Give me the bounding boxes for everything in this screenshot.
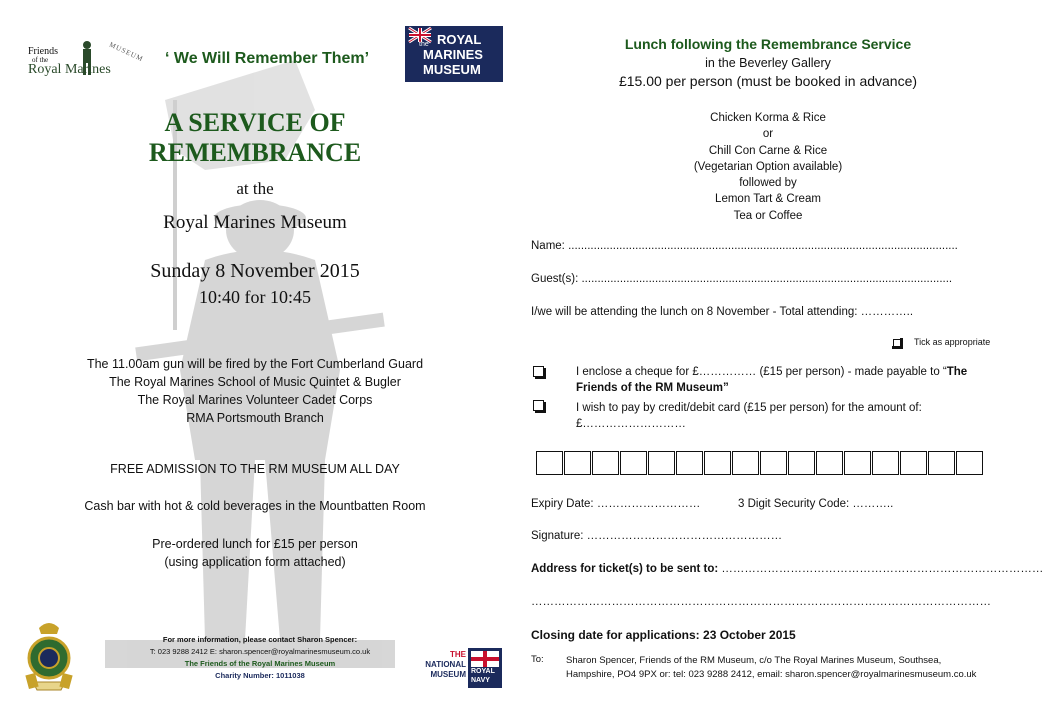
card-digit-box[interactable]	[956, 451, 983, 475]
card-digit-box[interactable]	[872, 451, 899, 475]
royal-marines-crest-icon	[25, 618, 73, 694]
lunch-info-line2: (using application form attached)	[164, 555, 346, 569]
card-digit-box[interactable]	[592, 451, 619, 475]
rm-logo-royal: ROYAL	[437, 32, 482, 47]
address-dots: …………………………………………………………………………	[721, 563, 1043, 575]
programme-list	[40, 355, 470, 427]
service-title-line2: REMEMBRANCE	[148, 138, 362, 167]
address-field[interactable]	[531, 563, 1043, 575]
service-date: Sunday 8 November 2015	[150, 260, 360, 282]
contact-line3: The Friends of the Royal Marines Museum	[184, 659, 336, 668]
menu-list	[512, 110, 1024, 224]
card-digit-box[interactable]	[760, 451, 787, 475]
cheque-payee: The	[946, 366, 968, 378]
national-museum-museum: MUSEUM	[430, 670, 466, 679]
address-field-line2[interactable]: …………………………………………………………………………………………………………	[531, 596, 991, 608]
card-digit-box[interactable]	[536, 451, 563, 475]
programme-item: RMA Portsmouth Branch	[186, 411, 324, 425]
menu-item: Tea or Coffee	[733, 209, 803, 222]
card-checkbox[interactable]	[533, 400, 544, 411]
cheque-checkbox[interactable]	[533, 366, 544, 377]
left-page	[0, 0, 512, 724]
service-time: 10:40 for 10:45	[199, 287, 311, 307]
card-digit-box[interactable]	[676, 451, 703, 475]
venue-text: Royal Marines Museum	[163, 212, 347, 233]
cash-bar-text: Cash bar with hot & cold beverages in the Mountbatten Room	[84, 499, 426, 513]
menu-item: or	[762, 128, 774, 141]
programme-item: The Royal Marines School of Music Quintet & Bugler	[109, 375, 401, 389]
card-digit-box[interactable]	[564, 451, 591, 475]
menu-item: Lemon Tart & Cream	[715, 193, 821, 206]
national-museum-the: THE	[450, 650, 466, 659]
admission-text: FREE ADMISSION TO THE RM MUSEUM ALL DAY	[110, 462, 400, 476]
menu-item: Chicken Korma & Rice	[710, 112, 826, 124]
address-label: Address for ticket(s) to be sent to:	[531, 563, 719, 575]
contact-line2: T: 023 9288 2412 E: sharon.spencer@royalmarinesmuseum.co.uk	[149, 647, 371, 656]
national-museum-logo	[418, 650, 466, 680]
card-digit-box[interactable]	[704, 451, 731, 475]
to-address-line1: Sharon Spencer, Friends of the RM Museum, c/o The Royal Marines Museum, Southsea,	[566, 655, 942, 666]
rm-logo-marines: MARINES	[423, 47, 483, 62]
lunch-price: £15.00 per person (must be booked in advance)	[618, 73, 918, 89]
friends-logo-line2: of the	[32, 56, 49, 64]
closing-date: Closing date for applications: 23 October 2015	[531, 628, 796, 642]
card-digit-box[interactable]	[620, 451, 647, 475]
menu-item: Chill Con Carne & Rice	[708, 144, 828, 157]
programme-item: The 11.00am gun will be fired by the Fort Cumberland Guard	[86, 357, 424, 371]
card-digit-box[interactable]	[648, 451, 675, 475]
name-field[interactable]: Name: ..........................................................................................................................	[531, 240, 958, 252]
to-label: To:	[531, 654, 544, 665]
guests-field[interactable]: Guest(s): ....................................................................................................................	[531, 273, 953, 285]
royal-navy-logo	[468, 648, 502, 688]
to-address-line2: Hampshire, PO4 9PX or: tel: 023 9288 2412, email: sharon.spencer@royalmarinesmuseum.co.uk	[566, 669, 977, 680]
ensign-flag-icon	[471, 651, 499, 667]
contact-box	[125, 634, 395, 682]
friends-logo-line3: Royal Marines	[28, 62, 111, 77]
contact-line1: For more information, please contact Sharon Spencer:	[162, 635, 358, 644]
menu-item: followed by	[739, 177, 797, 190]
friends-logo	[28, 40, 143, 80]
rm-logo-museum: MUSEUM	[423, 62, 481, 77]
card-number-boxes[interactable]	[536, 451, 984, 475]
card-digit-box[interactable]	[900, 451, 927, 475]
royal-navy-royal: ROYAL	[471, 668, 495, 675]
cheque-option	[576, 364, 1016, 396]
service-title	[70, 108, 440, 168]
menu-item: (Vegetarian Option available)	[693, 160, 843, 173]
card-digit-box[interactable]	[788, 451, 815, 475]
programme-item: The Royal Marines Volunteer Cadet Corps	[137, 393, 373, 407]
card-digit-box[interactable]	[732, 451, 759, 475]
card-amount[interactable]: £………………………	[576, 418, 686, 430]
lunch-location: in the Beverley Gallery	[705, 56, 831, 70]
card-option	[576, 400, 1016, 432]
expiry-field[interactable]: Expiry Date: ………………………	[531, 498, 701, 510]
signature-field[interactable]: Signature: ……………………………………………	[531, 530, 783, 542]
attending-field[interactable]: I/we will be attending the lunch on 8 November - Total attending: …………..	[531, 306, 914, 318]
card-text: I wish to pay by credit/debit card (£15 per person) for the amount of:	[576, 402, 922, 414]
friends-logo-line1: Friends	[28, 46, 58, 57]
cheque-payee-line2: Friends of the RM Museum”	[576, 382, 729, 394]
cheque-text: I enclose a cheque for £…………… (£15 per person) - made payable to “	[576, 366, 947, 378]
tagline: ‘ We Will Remember Them’	[165, 50, 370, 67]
union-flag-icon	[409, 28, 431, 42]
friends-logo-arc: MUSEUM	[108, 40, 145, 64]
rm-logo-the: the	[419, 41, 429, 48]
service-title-line1: A SERVICE OF	[164, 108, 346, 137]
lunch-heading: Lunch following the Remembrance Service	[624, 36, 912, 52]
card-digit-box[interactable]	[816, 451, 843, 475]
tick-legend-checkbox	[893, 339, 901, 347]
contact-line4: Charity Number: 1011038	[215, 671, 305, 680]
tick-legend-label: Tick as appropriate	[914, 337, 991, 347]
lunch-info-line1: Pre-ordered lunch for £15 per person	[152, 537, 358, 551]
security-code-field[interactable]: 3 Digit Security Code: ………..	[738, 498, 894, 510]
royal-navy-navy: NAVY	[471, 677, 490, 684]
rm-museum-logo	[405, 26, 503, 82]
right-page	[512, 0, 1043, 724]
at-the-text: at the	[236, 179, 274, 198]
to-address	[566, 654, 1021, 682]
lunch-info	[40, 535, 470, 571]
national-museum-national: NATIONAL	[425, 660, 466, 669]
card-digit-box[interactable]	[928, 451, 955, 475]
card-digit-box[interactable]	[844, 451, 871, 475]
